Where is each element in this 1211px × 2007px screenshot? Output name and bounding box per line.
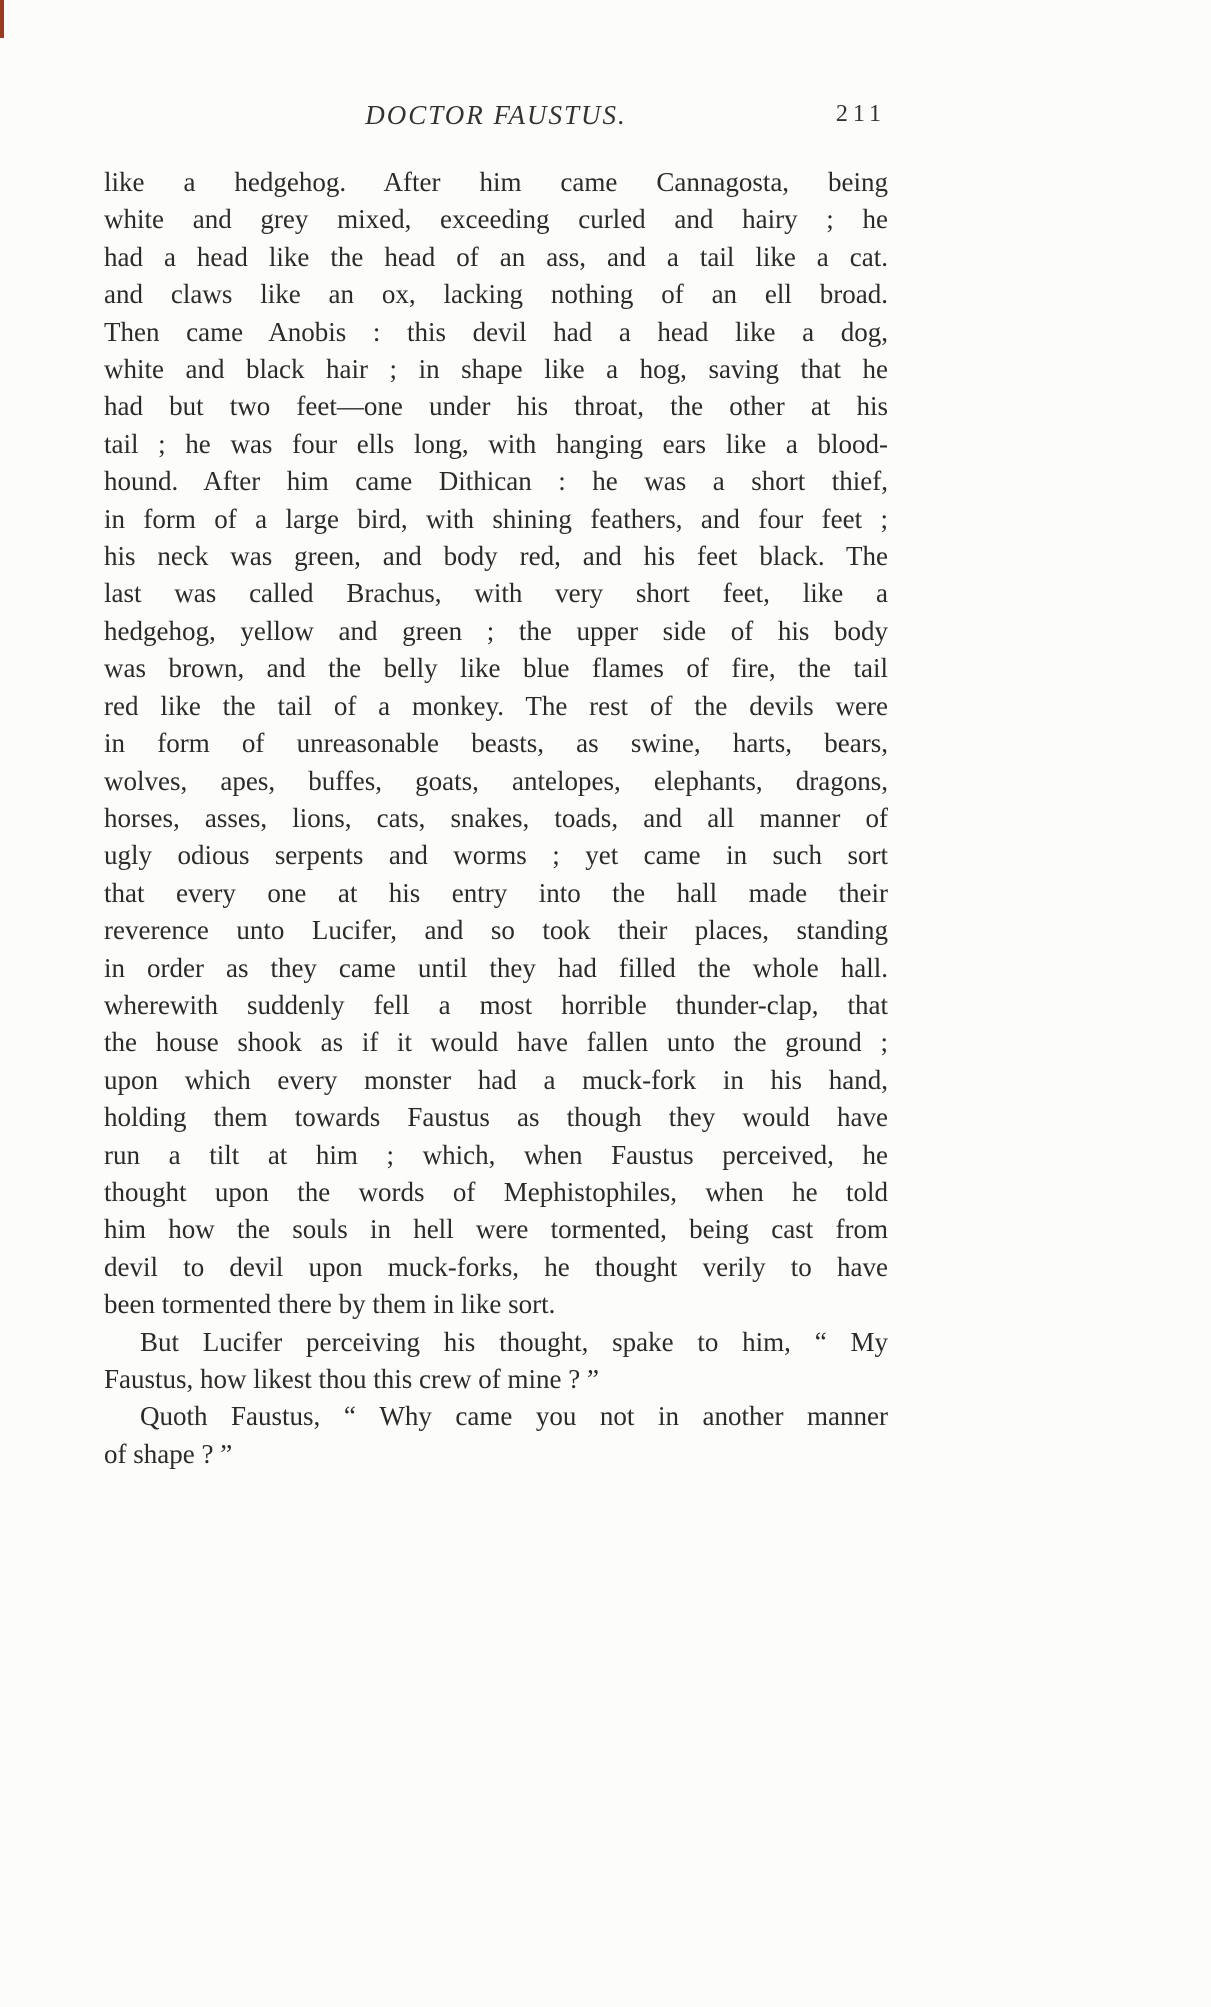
paragraph (104, 164, 888, 1324)
text-line: hound. After him came Dithican : he was a short thief, (104, 466, 888, 497)
text-line: the house shook as if it would have fallen unto the ground ; (104, 1027, 888, 1058)
page-body (104, 164, 888, 1473)
text-line: like a hedgehog. After him came Cannagosta, being (104, 167, 888, 197)
text-line: had a head like the head of an ass, and a tail like a cat. (104, 241, 888, 272)
text-line: wolves, apes, buffes, goats, antelopes, elephants, dragons, (104, 765, 888, 796)
text-line: upon which every monster had a muck-fork in his hand, (104, 1064, 888, 1095)
text-line: wherewith suddenly fell a most horrible thunder-clap, that (104, 989, 888, 1020)
scan-edge-artifact (0, 0, 4, 38)
text-line: him how the souls in hell were tormented, being cast from (104, 1214, 888, 1245)
text-line: holding them towards Faustus as though they would have (104, 1102, 888, 1133)
text-line: devil to devil upon muck-forks, he thought verily to have (104, 1251, 888, 1282)
text-line: Faustus, how likest thou this crew of mine ? ” (104, 1364, 599, 1394)
text-line: tail ; he was four ells long, with hanging ears like a blood- (104, 428, 888, 459)
text-line: reverence unto Lucifer, and so took their places, standing (104, 915, 888, 946)
text-line: white and black hair ; in shape like a hog, saving that he (104, 354, 888, 385)
text-column (104, 100, 888, 1473)
text-line: in form of unreasonable beasts, as swine, harts, bears, (104, 728, 888, 759)
text-line: Then came Anobis : this devil had a head like a dog, (104, 316, 888, 347)
text-line: white and grey mixed, exceeding curled and hairy ; he (104, 204, 888, 235)
running-head (104, 100, 888, 164)
text-line: in order as they came until they had filled the whole hall. (104, 952, 888, 983)
text-line: thought upon the words of Mephistophiles, when he told (104, 1176, 888, 1207)
text-line: and claws like an ox, lacking nothing of an ell broad. (104, 279, 888, 310)
text-line: in form of a large bird, with shining feathers, and four feet ; (104, 503, 888, 534)
text-line: horses, asses, lions, cats, snakes, toads, and all manner of (104, 802, 888, 833)
text-line: his neck was green, and body red, and his feet black. The (104, 541, 888, 572)
paragraph (104, 1398, 888, 1473)
text-line: was brown, and the belly like blue flames of fire, the tail (104, 653, 888, 684)
text-line: run a tilt at him ; which, when Faustus perceived, he (104, 1139, 888, 1170)
text-line: Quoth Faustus, “ Why came you not in another manner (140, 1401, 888, 1432)
text-line: had but two feet—one under his throat, the other at his (104, 391, 888, 422)
text-line: red like the tail of a monkey. The rest of the devils were (104, 690, 888, 721)
text-line: last was called Brachus, with very short feet, like a (104, 578, 888, 609)
page-number: 211 (835, 101, 886, 127)
text-line: been tormented there by them in like sort. (104, 1289, 556, 1320)
paragraph (104, 1324, 888, 1399)
text-line: But Lucifer perceiving his thought, spake to him, “ My (140, 1326, 888, 1357)
text-line: of shape ? ” (104, 1438, 233, 1469)
text-line: hedgehog, yellow and green ; the upper side of his body (104, 615, 888, 646)
text-line: that every one at his entry into the hall made their (104, 877, 888, 908)
text-line: ugly odious serpents and worms ; yet came in such sort (104, 840, 888, 871)
page-header-title: DOCTOR FAUSTUS. (365, 100, 627, 130)
